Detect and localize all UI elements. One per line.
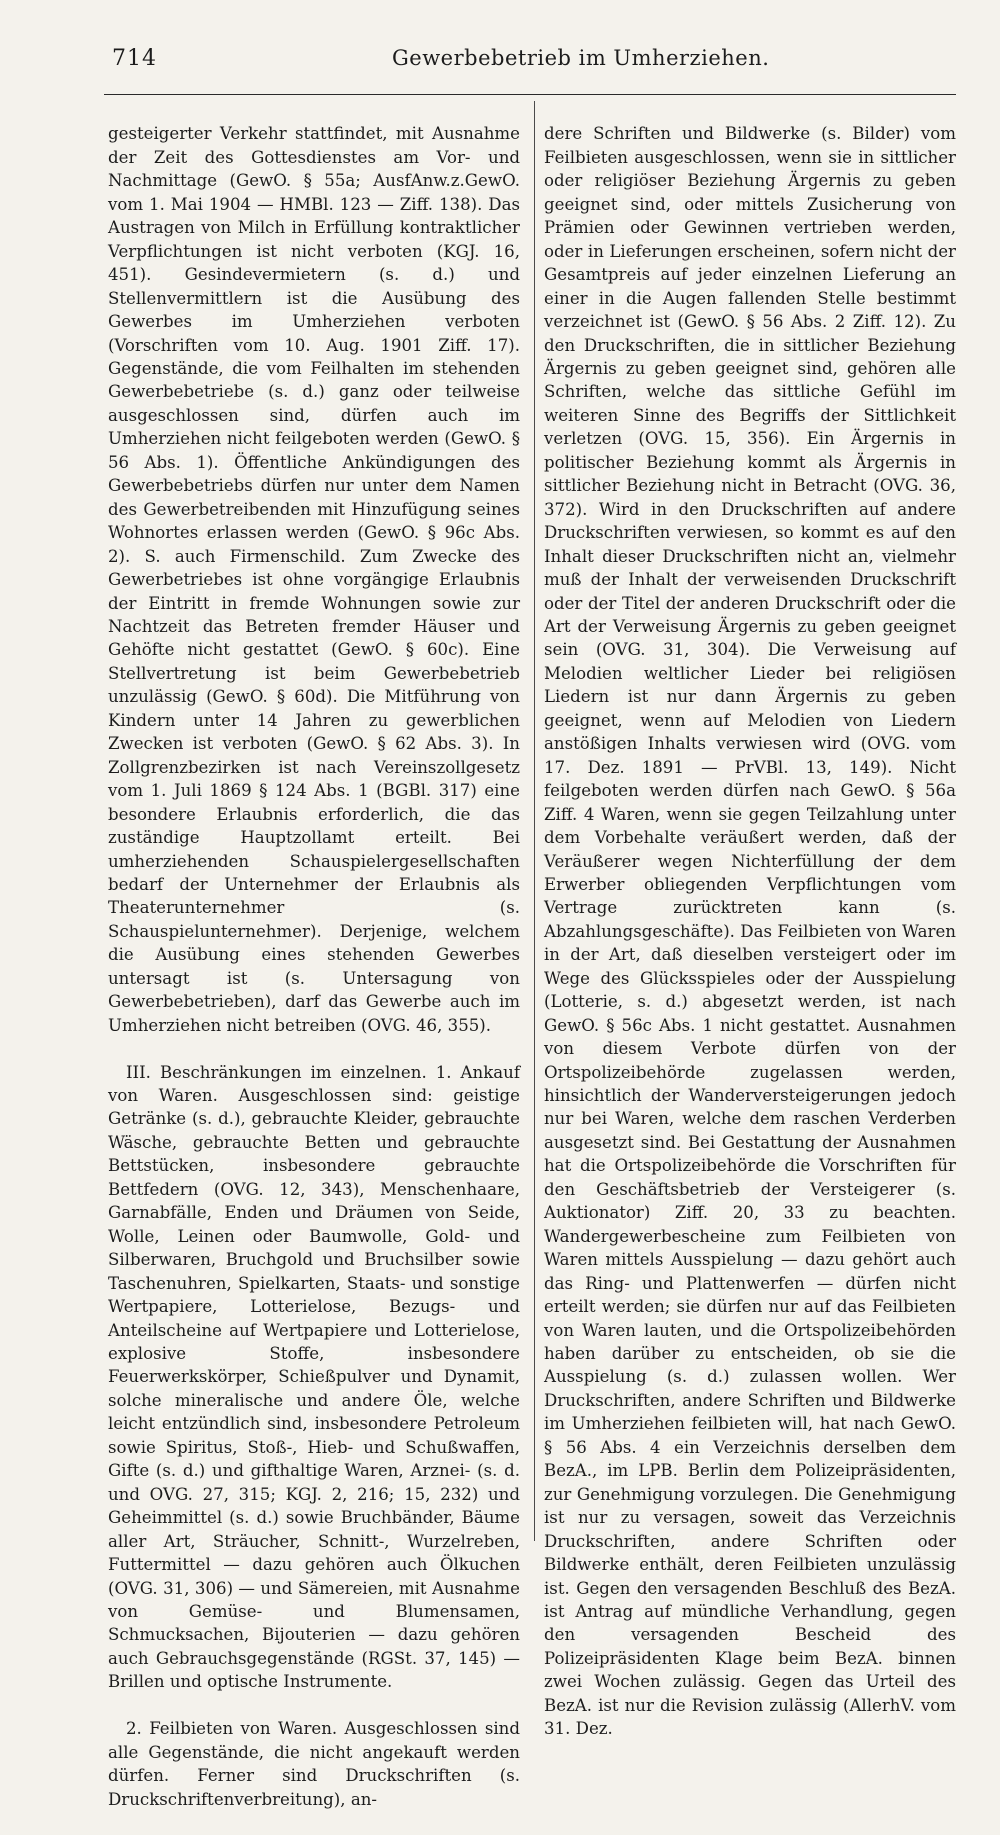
- right-column: [544, 99, 956, 1835]
- left-paragraph-feilbieten: 2. Feilbieten von Waren. Ausgeschlossen sind alle Gegenstände, die nicht angekauft werden dürfen. Ferner sind Druckschriften (s. Druckschriftenverbreitung), an-: [108, 1719, 520, 1809]
- left-paragraph-section-iii: III. Beschränkungen im einzelnen. 1. Ankauf von Waren. Ausgeschlossen sind: geistige Getränke (s. d.), gebrauchte Kleider, gebrauchte Wäsche, gebrauchte Betten und gebrauchte Bettstücken, insbesondere gebrauchte Bettfedern (OVG. 12, 343), Menschenhaare, Garnabfälle, Enden und Dräumen von Seide, Wolle, Leinen oder Baumwolle, Gold- und Silberwaren, Bruchgold und Bruchsilber sowie Taschenuhren, Spielkarten, Staats- und sonstige Wertpapiere, Lotterielose, Bezugs- und Anteilscheine auf Wertpapiere und Lotterielose, explosive Stoffe, insbesondere Feuerwerkskörper, Schießpulver und Dynamit, solche mineralische und andere Öle, welche leicht entzündlich sind, insbesondere Petroleum sowie Spiritus, Stoß-, Hieb- und Schußwaffen, Gifte (s. d.) und gifthaltige Waren, Arznei- (s. d. und OVG. 27, 315; KGJ. 2, 216; 15, 232) und Geheimmittel (s. d.) sowie Bruchbänder, Bäume aller Art, Sträucher, Schnitt-, Wurzelreben, Futtermittel — dazu gehören auch Ölkuchen (OVG. 31, 306) — und Sämereien, mit Ausnahme von Gemüse- und Blumensamen, Schmucksachen, Bijouterien — dazu gehören auch Gebrauchsgegenstände (RGSt. 37, 145) — Brillen und optische Instrumente.: [108, 1062, 520, 1692]
- left-column: [108, 99, 520, 1835]
- running-title: Gewerbebetrieb im Umherziehen.: [392, 46, 770, 70]
- column-divider: [534, 101, 535, 1541]
- left-paragraph-continuation: gesteigerter Verkehr stattfindet, mit Ausnahme der Zeit des Gottesdienstes am Vor- und Nachmittage (GewO. § 55a; AusfAnw.z.GewO. vom 1. Mai 1904 — HMBl. 123 — Ziff. 138). Das Austragen von Milch in Erfüllung kontraktlicher Verpflichtungen ist nicht verboten (KGJ. 16, 451). Gesindevermietern (s. d.) und Stellenvermittlern ist die Ausübung des Gewerbes im Umherziehen verboten (Vorschriften vom 10. Aug. 1901 Ziff. 17). Gegenstände, die vom Feilhalten im stehenden Gewerbebetriebe (s. d.) ganz oder teilweise ausgeschlossen sind, dürfen auch im Umherziehen nicht feilgeboten werden (GewO. § 56 Abs. 1). Öffentliche Ankündigungen des Gewerbebetriebs dürfen nur unter dem Namen des Gewerbetreibenden mit Hinzufügung seines Wohnortes erlassen werden (GewO. § 96c Abs. 2). S. auch Firmenschild. Zum Zwecke des Gewerbetriebes ist ohne vorgängige Erlaubnis der Eintritt in fremde Wohnungen sowie zur Nachtzeit das Betreten fremder Häuser und Gehöfte nicht gestattet (GewO. § 60c). Eine Stellvertretung ist beim Gewerbebetrieb unzulässig (GewO. § 60d). Die Mitführung von Kindern unter 14 Jahren zu gewerblichen Zwecken ist verboten (GewO. § 62 Abs. 3). In Zollgrenzbezirken ist nach Vereinszollgesetz vom 1. Juli 1869 § 124 Abs. 1 (BGBl. 317) eine besondere Erlaubnis erforderlich, die das zuständige Hauptzollamt erteilt. Bei umherziehenden Schauspielergesellschaften bedarf der Unternehmer der Erlaubnis als Theaterunternehmer (s. Schauspielunternehmer). Derjenige, welchem die Ausübung eines stehenden Gewerbes untersagt ist (s. Untersagung von Gewerbebetrieben), darf das Gewerbe auch im Umherziehen nicht betreiben (OVG. 46, 355).: [108, 124, 520, 1035]
- page-header: [104, 40, 956, 95]
- right-paragraph: dere Schriften und Bildwerke (s. Bilder) vom Feilbieten ausgeschlossen, wenn sie in sittlicher oder religiöser Beziehung Ärgernis zu geben geeignet sind, oder mittels Zusicherung von Prämien oder Gewinnen vertrieben werden, oder in Lieferungen erscheinen, sofern nicht der Gesamtpreis auf jeder einzelnen Lieferung an einer in die Augen fallenden Stelle bestimmt verzeichnet ist (GewO. § 56 Abs. 2 Ziff. 12). Zu den Druckschriften, die in sittlicher Beziehung Ärgernis zu geben geeignet sind, gehören alle Schriften, welche das sittliche Gefühl im weiteren Sinne des Begriffs der Sittlichkeit verletzen (OVG. 15, 356). Ein Ärgernis in politischer Beziehung kommt als Ärgernis in sittlicher Beziehung nicht in Betracht (OVG. 36, 372). Wird in den Druckschriften auf andere Druckschriften verwiesen, so kommt es auf den Inhalt dieser Druckschriften nicht an, vielmehr muß der Inhalt der verweisenden Druckschrift oder der Titel der anderen Druckschrift oder die Art der Verweisung Ärgernis zu geben geeignet sein (OVG. 31, 304). Die Verweisung auf Melodien weltlicher Lieder bei religiösen Liedern ist nur dann Ärgernis zu geben geeignet, wenn auf Melodien von Liedern anstößigen Inhalts verwiesen wird (OVG. vom 17. Dez. 1891 — PrVBl. 13, 149). Nicht feilgeboten werden dürfen nach GewO. § 56a Ziff. 4 Waren, wenn sie gegen Teilzahlung unter dem Vorbehalte veräußert werden, daß der Veräußerer wegen Nichterfüllung der dem Erwerber obliegenden Verpflichtungen vom Vertrage zurücktreten kann (s. Abzahlungsgeschäfte). Das Feilbieten von Waren in der Art, daß dieselben versteigert oder im Wege des Glücksspieles oder der Ausspielung (Lotterie, s. d.) abgesetzt werden, ist nach GewO. § 56c Abs. 1 nicht gestattet. Ausnahmen von diesem Verbote dürfen von der Ortspolizeibehörde zugelassen werden, hinsichtlich der Wanderversteigerungen jedoch nur bei Waren, welche dem raschen Verderben ausgesetzt sind. Bei Gestattung der Ausnahmen hat die Ortspolizeibehörde die Vorschriften für den Geschäftsbetrieb der Versteigerer (s. Auktionator) Ziff. 20, 33 zu beachten. Wandergewerbescheine zum Feilbieten von Waren mittels Ausspielung — dazu gehört auch das Ring- und Plattenwerfen — dürfen nicht erteilt werden; sie dürfen nur auf das Feilbieten von Waren lauten, und die Ortspolizeibehörden haben darüber zu entscheiden, ob sie die Ausspielung (s. d.) zulassen wollen. Wer Druckschriften, andere Schriften und Bildwerke im Umherziehen feilbieten will, hat nach GewO. § 56 Abs. 4 ein Verzeichnis derselben dem BezA., im LPB. Berlin dem Polizeipräsidenten, zur Genehmigung vorzulegen. Die Genehmigung ist nur zu versagen, soweit das Verzeichnis Druckschriften, andere Schriften oder Bildwerke enthält, deren Feilbieten unzulässig ist. Gegen den versagenden Beschluß des BezA. ist Antrag auf mündliche Verhandlung, gegen den versagenden Bescheid des Polizeipräsidenten Klage beim BezA. binnen zwei Wochen zulässig. Gegen das Urteil des BezA. ist nur die Revision zulässig (AllerhV. vom 31. Dez.: [544, 124, 956, 1739]
- text-columns: [108, 99, 956, 1835]
- page-number: 714: [112, 46, 157, 71]
